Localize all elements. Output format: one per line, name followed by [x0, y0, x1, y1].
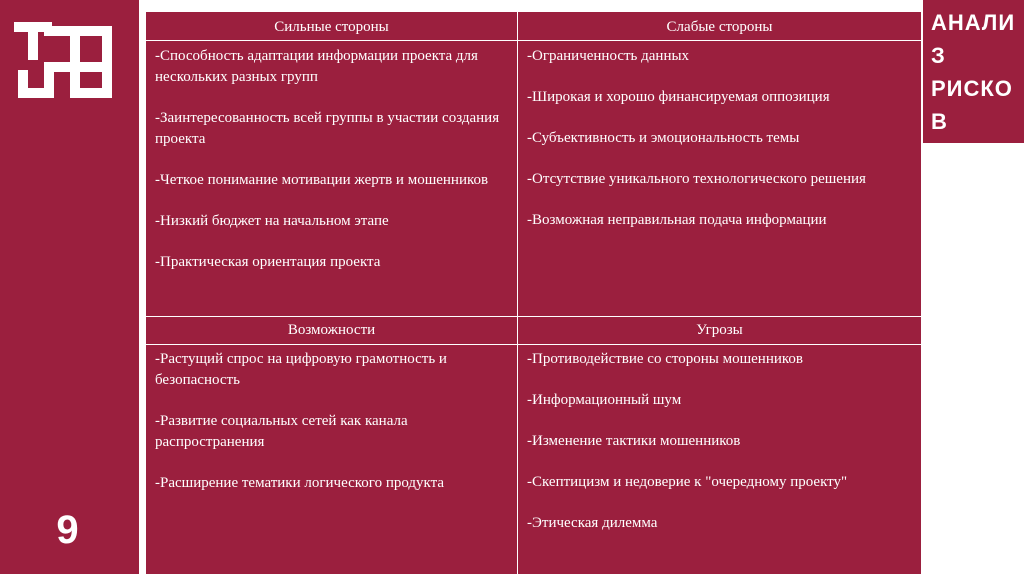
left-sidebar	[0, 0, 139, 574]
list-item: -Противодействие со стороны мошенников	[527, 351, 803, 367]
swot-table	[146, 12, 921, 574]
list-item: -Растущий спрос на цифровую грамотность и безопасность	[155, 351, 447, 388]
table-divider	[146, 344, 921, 345]
list-item: -Этическая дилемма	[527, 515, 658, 531]
threats-header: Угрозы	[696, 322, 743, 338]
weaknesses-cell	[527, 46, 907, 251]
list-item: -Возможная неправильная подача информации	[527, 212, 827, 228]
title-box	[923, 0, 1024, 143]
list-item: -Способность адаптации информации проекта для нескольких разных групп	[155, 48, 478, 85]
list-item: -Заинтересованность всей группы в участии создания проекта	[155, 110, 500, 147]
tpc-logo-icon	[14, 22, 114, 102]
threats-cell	[527, 349, 912, 554]
list-item: -Низкий бюджет на начальном этапе	[155, 213, 389, 229]
strengths-header: Сильные стороны	[274, 19, 389, 35]
list-item: -Скептицизм и недоверие к "очередному проекту"	[527, 474, 848, 490]
table-divider	[146, 40, 921, 41]
list-item: -Изменение тактики мошенников	[527, 433, 741, 449]
weaknesses-header: Слабые стороны	[666, 19, 773, 35]
list-item: -Практическая ориентация проекта	[155, 254, 381, 270]
slide-title: АНАЛИЗ РИСКОВ	[931, 10, 1016, 134]
list-item: -Широкая и хорошо финансируемая оппозиция	[527, 89, 830, 105]
strengths-cell	[155, 46, 505, 293]
table-divider	[146, 316, 921, 317]
list-item: -Отсутствие уникального технологического решения	[527, 171, 866, 187]
opportunities-cell	[155, 349, 505, 514]
list-item: -Субъективность и эмоциональность темы	[527, 130, 800, 146]
list-item: -Расширение тематики логического продукта	[155, 475, 445, 491]
list-item: -Четкое понимание мотивации жертв и мошенников	[155, 172, 489, 188]
table-divider	[517, 12, 518, 574]
list-item: -Ограниченность данных	[527, 48, 690, 64]
opportunities-header: Возможности	[287, 322, 376, 338]
page-number: 9	[56, 508, 79, 552]
list-item: -Информационный шум	[527, 392, 682, 408]
list-item: -Развитие социальных сетей как канала распространения	[155, 413, 408, 450]
